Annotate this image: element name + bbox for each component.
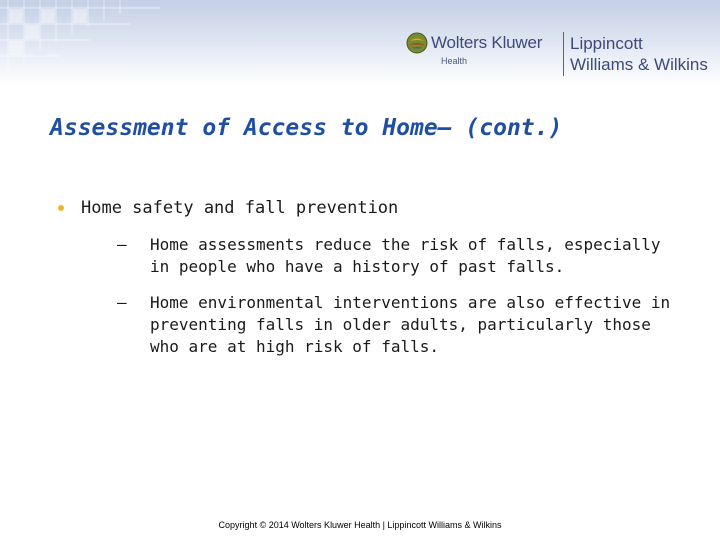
lippincott-logo bbox=[570, 33, 708, 75]
logo-divider bbox=[563, 32, 564, 76]
bullet-text: Home safety and fall prevention bbox=[81, 198, 399, 218]
sub-bullet-text: Home assessments reduce the risk of falls, especially in people who have a history of past falls. bbox=[150, 235, 661, 276]
list-item bbox=[57, 197, 677, 358]
sub-bullet-marker: – bbox=[117, 293, 127, 312]
bullet-marker bbox=[58, 205, 64, 211]
list-item bbox=[105, 292, 677, 358]
logo-sub-text: Health bbox=[441, 56, 468, 66]
wolters-kluwer-globe-icon bbox=[406, 32, 428, 54]
copyright-footer: Copyright © 2014 Wolters Kluwer Health | Lippincott Williams & Wilkins bbox=[218, 520, 502, 530]
wolters-kluwer-logo bbox=[406, 30, 554, 70]
sub-bullet-list bbox=[81, 234, 677, 358]
sub-bullet-text: Home environmental interventions are also effective in preventing falls in older adults, particularly those who are at high risk of falls. bbox=[150, 293, 671, 356]
list-item bbox=[105, 234, 677, 278]
sub-bullet-marker: – bbox=[117, 235, 127, 254]
logo-secondary-line1: Lippincott bbox=[570, 34, 643, 53]
logo-secondary-line2: Williams & Wilkins bbox=[570, 55, 708, 74]
slide-title: Assessment of Access to Home— (cont.) bbox=[50, 115, 563, 141]
header-band bbox=[0, 0, 720, 86]
logo-primary-text: Wolters Kluwer bbox=[431, 33, 543, 52]
bullet-list bbox=[57, 197, 677, 372]
